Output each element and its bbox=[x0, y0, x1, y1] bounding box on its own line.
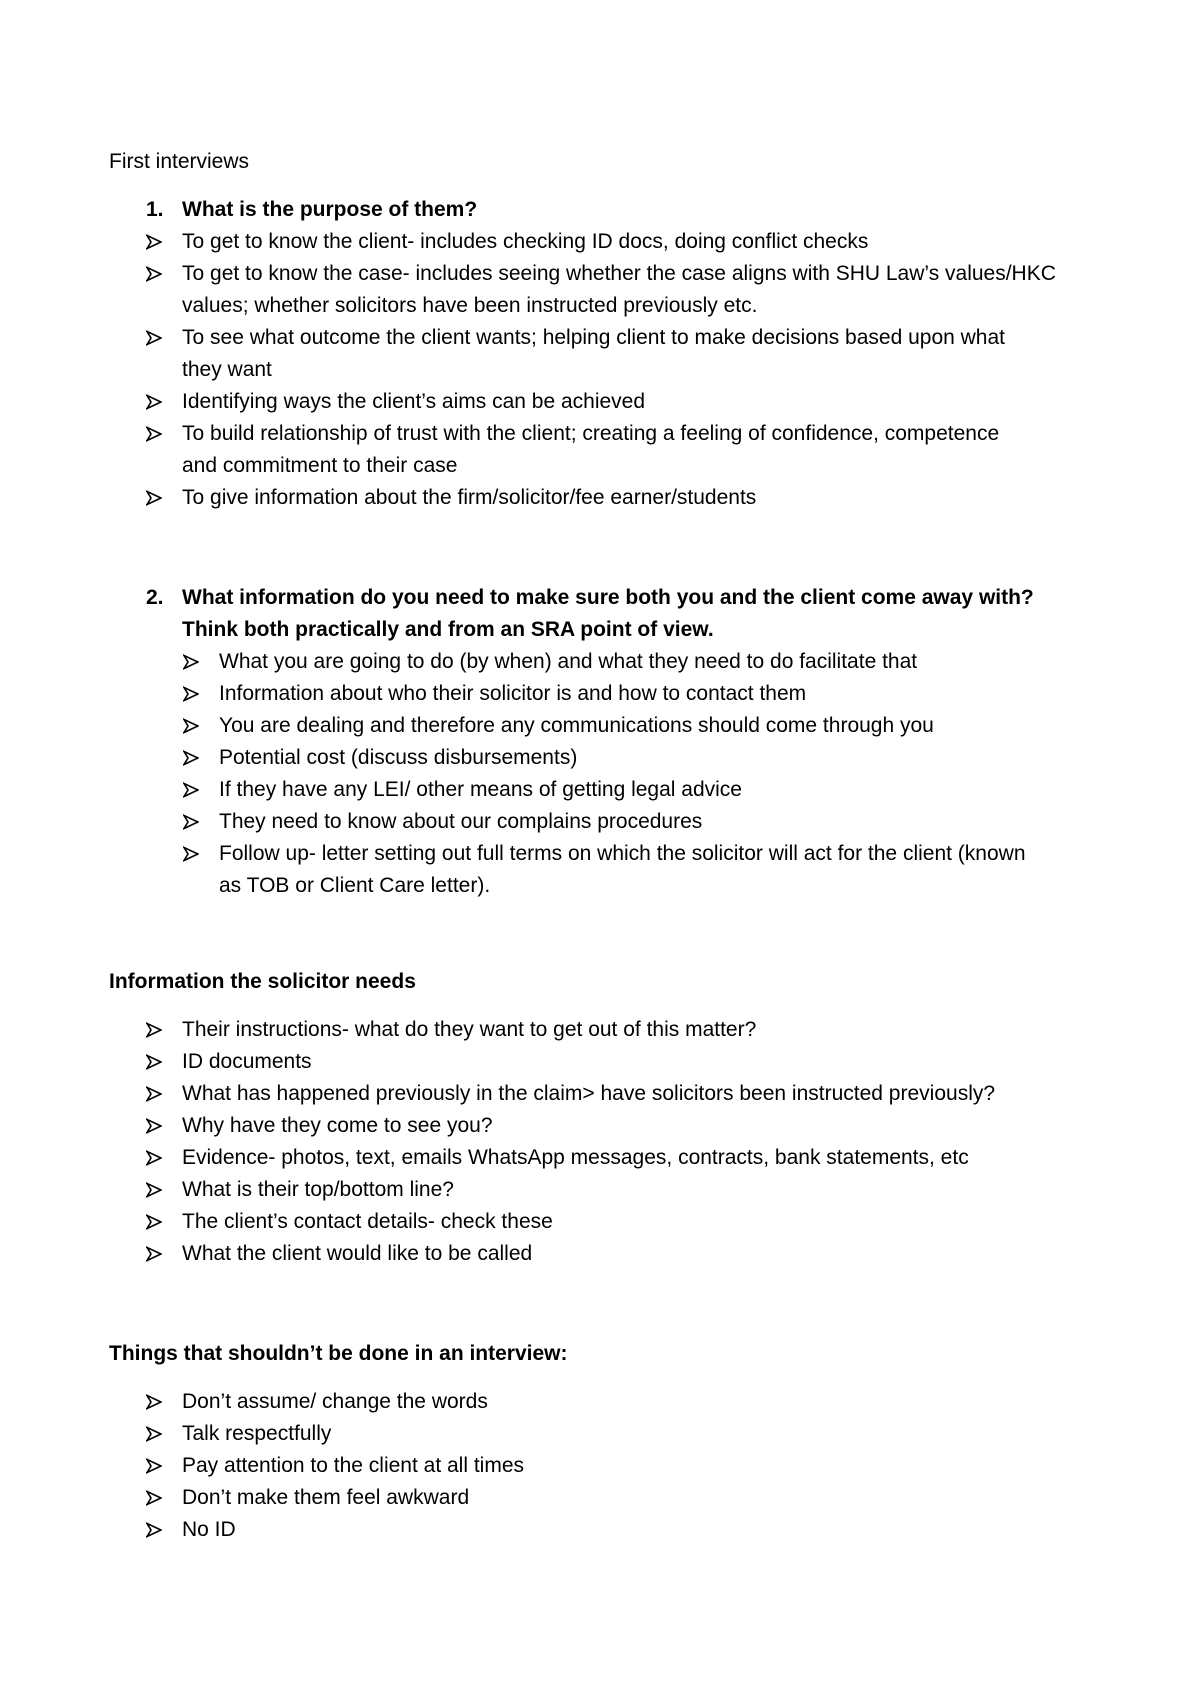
bullet-item-text: If they have any LEI/ other means of getting legal advice bbox=[219, 778, 742, 801]
question-number-1: 1. bbox=[146, 198, 164, 221]
arrowhead-bullet-icon bbox=[183, 782, 199, 798]
arrowhead-bullet-icon bbox=[146, 266, 162, 282]
arrowhead-bullet-icon bbox=[146, 1458, 162, 1474]
bullet-item-text: as TOB or Client Care letter). bbox=[219, 874, 491, 897]
arrowhead-bullet-icon bbox=[183, 846, 199, 862]
arrowhead-bullet-icon bbox=[146, 1490, 162, 1506]
section-heading-first-interviews: First interviews bbox=[109, 150, 250, 173]
arrowhead-bullet-icon bbox=[146, 1118, 162, 1134]
bullet-item-text: No ID bbox=[182, 1518, 236, 1541]
question-2-line-1: What information do you need to make sure both you and the client come away with? bbox=[182, 586, 1034, 609]
bullet-item-text: Information about who their solicitor is and how to contact them bbox=[219, 682, 807, 705]
question-2-line-2: Think both practically and from an SRA point of view. bbox=[182, 618, 714, 641]
arrowhead-bullet-icon bbox=[146, 1246, 162, 1262]
bullet-item-text: What you are going to do (by when) and what they need to do facilitate that bbox=[219, 650, 918, 673]
arrowhead-bullet-icon bbox=[183, 686, 199, 702]
bullet-item-text: What has happened previously in the claim> have solicitors been instructed previously? bbox=[182, 1082, 996, 1105]
bullet-item-text: The client’s contact details- check these bbox=[182, 1210, 553, 1233]
bullet-item-text: What is their top/bottom line? bbox=[182, 1178, 454, 1201]
bullet-item-text: Their instructions- what do they want to get out of this matter? bbox=[182, 1018, 757, 1041]
bullet-item-text: they want bbox=[182, 358, 272, 381]
bullet-item-text: Don’t make them feel awkward bbox=[182, 1486, 470, 1509]
arrowhead-bullet-icon bbox=[146, 1086, 162, 1102]
question-number-2: 2. bbox=[146, 586, 164, 609]
bullet-item-text: Why have they come to see you? bbox=[182, 1114, 493, 1137]
bullet-item-text: Follow up- letter setting out full terms on which the solicitor will act for the client (known bbox=[219, 842, 1026, 865]
bullet-item-text: You are dealing and therefore any communications should come through you bbox=[219, 714, 934, 737]
arrowhead-bullet-icon bbox=[146, 394, 162, 410]
bullet-item-text: What the client would like to be called bbox=[182, 1242, 533, 1265]
arrowhead-bullet-icon bbox=[183, 718, 199, 734]
arrowhead-bullet-icon bbox=[183, 654, 199, 670]
bullet-item-text: ID documents bbox=[182, 1050, 312, 1073]
bullet-item-text: Identifying ways the client’s aims can be achieved bbox=[182, 390, 646, 413]
section-heading-things-not-to-do: Things that shouldn’t be done in an interview: bbox=[109, 1342, 568, 1365]
bullet-item-text: To build relationship of trust with the client; creating a feeling of confidence, competence bbox=[182, 422, 1000, 445]
arrowhead-bullet-icon bbox=[183, 814, 199, 830]
bullet-item-text: Talk respectfully bbox=[182, 1422, 332, 1445]
bullet-item-text: Evidence- photos, text, emails WhatsApp messages, contracts, bank statements, etc bbox=[182, 1146, 969, 1169]
arrowhead-bullet-icon bbox=[146, 330, 162, 346]
arrowhead-bullet-icon bbox=[183, 750, 199, 766]
question-1: What is the purpose of them? bbox=[182, 198, 478, 221]
arrowhead-bullet-icon bbox=[146, 1214, 162, 1230]
arrowhead-bullet-icon bbox=[146, 1394, 162, 1410]
arrowhead-bullet-icon bbox=[146, 1426, 162, 1442]
arrowhead-bullet-icon bbox=[146, 1522, 162, 1538]
bullet-item-text: Don’t assume/ change the words bbox=[182, 1390, 488, 1413]
arrowhead-bullet-icon bbox=[146, 1150, 162, 1166]
arrowhead-bullet-icon bbox=[146, 1182, 162, 1198]
bullet-item-text: To get to know the case- includes seeing whether the case aligns with SHU Law’s values/HKC bbox=[182, 262, 1056, 285]
bullet-item-text: and commitment to their case bbox=[182, 454, 458, 477]
bullet-item-text: To get to know the client- includes checking ID docs, doing conflict checks bbox=[182, 230, 869, 253]
arrowhead-bullet-icon bbox=[146, 1022, 162, 1038]
bullet-item-text: Potential cost (discuss disbursements) bbox=[219, 746, 578, 769]
bullet-item-text: values; whether solicitors have been instructed previously etc. bbox=[182, 294, 758, 317]
bullet-item-text: They need to know about our complains procedures bbox=[219, 810, 703, 833]
section-heading-information-solicitor-needs: Information the solicitor needs bbox=[109, 970, 416, 993]
arrowhead-bullet-icon bbox=[146, 426, 162, 442]
bullet-item-text: Pay attention to the client at all times bbox=[182, 1454, 525, 1477]
arrowhead-bullet-icon bbox=[146, 234, 162, 250]
arrowhead-bullet-icon bbox=[146, 1054, 162, 1070]
arrowhead-bullet-icon bbox=[146, 490, 162, 506]
bullet-item-text: To give information about the firm/solicitor/fee earner/students bbox=[182, 486, 757, 509]
bullet-item-text: To see what outcome the client wants; helping client to make decisions based upon what bbox=[182, 326, 1005, 349]
